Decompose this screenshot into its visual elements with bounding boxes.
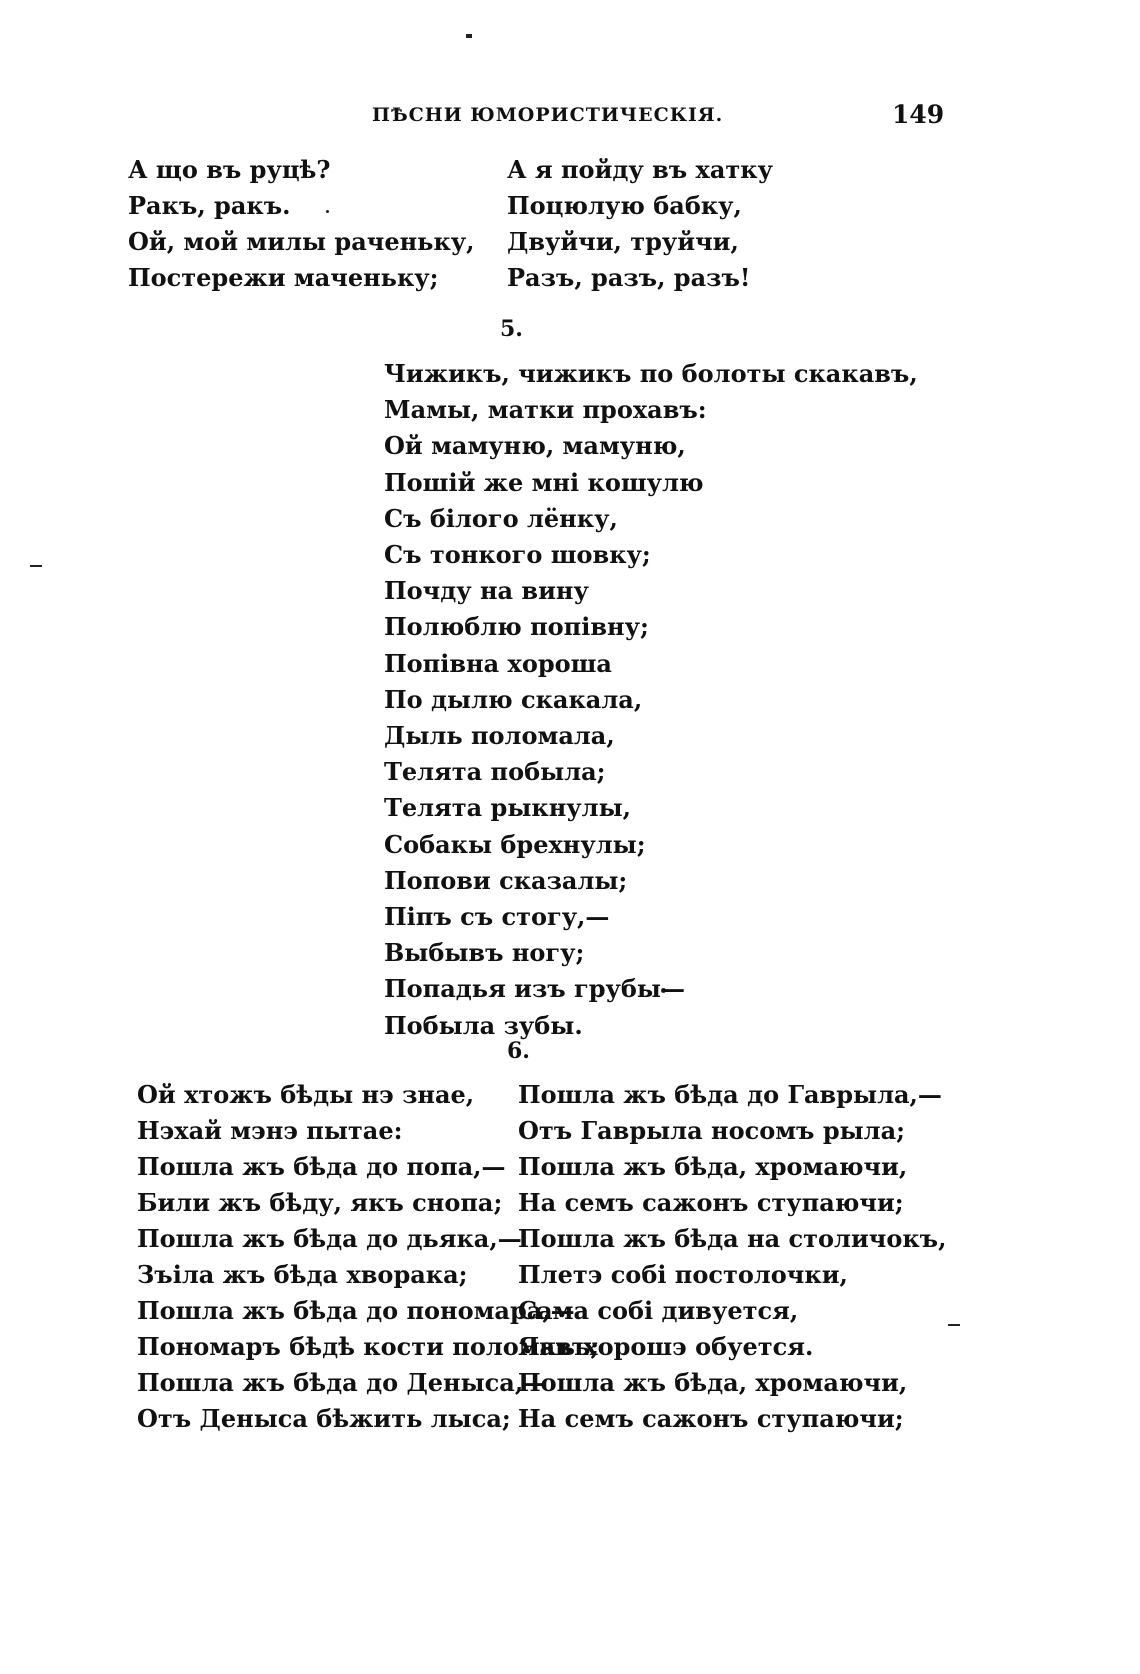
- verse-line: Нэхай мэнэ пытае:: [137, 1116, 403, 1145]
- verse-line: Поцюлую бабку,: [507, 191, 742, 220]
- verse-line: Полюблю попівну;: [384, 612, 649, 642]
- verse-line: Разъ, разъ, разъ!: [507, 263, 751, 292]
- verse-line: Попівна хороша: [384, 648, 612, 678]
- verse-line: По дылю скакала,: [384, 684, 643, 714]
- verse-line: Двуйчи, труйчи,: [507, 227, 739, 256]
- top-left-verse: [128, 152, 475, 296]
- verse-line: Чижикъ, чижикъ по болоты скакавъ,: [384, 359, 918, 388]
- verse-line: Попови сказалы;: [384, 865, 628, 895]
- verse-line: Телята рыкнулы,: [384, 793, 631, 823]
- top-right-verse: [507, 152, 773, 296]
- verse-line: Ракъ, ракъ.: [128, 191, 291, 220]
- verse-line: На семъ сажонъ ступаючи;: [518, 1188, 904, 1217]
- verse-line: Пошла жъ бѣда до попа,—: [137, 1152, 506, 1181]
- verse-line: А я пойду въ хатку: [507, 155, 773, 184]
- verse-line: Зъіла жъ бѣда хворака;: [137, 1260, 468, 1289]
- verse-line: Пошла жъ бѣда до пономара,—: [137, 1296, 575, 1325]
- page-number: 149: [892, 100, 945, 129]
- verse-line: Пошла жъ бѣда до Гаврыла,—: [518, 1080, 942, 1109]
- verse-line: Побыла зубы.: [384, 1010, 583, 1040]
- verse-line: А що въ руцѣ?: [128, 155, 331, 184]
- verse-line: Пошла жъ бѣда, хромаючи,: [518, 1368, 908, 1397]
- verse-line: Пошла жъ бѣда до Деныса,—: [137, 1368, 548, 1397]
- song-number-6: 6.: [507, 1038, 530, 1064]
- verse-line: Съ тонкого шовку;: [384, 540, 651, 570]
- verse-line: Собакы брехнулы;: [384, 829, 646, 859]
- verse-line: Телята побыла;: [384, 757, 606, 787]
- verse-line: Почду на вину: [384, 576, 589, 606]
- verse-line: На семъ сажонъ ступаючи;: [518, 1404, 904, 1433]
- verse-line: Пономаръ бѣдѣ кости поломавъ;: [137, 1332, 600, 1361]
- song-number-5: 5.: [500, 316, 523, 342]
- verse-line: Пошла жъ бѣда на столичокъ,: [518, 1224, 947, 1253]
- verse-line: Попадья изъ грубы—: [384, 974, 685, 1004]
- verse-line: Отъ Гаврыла носомъ рыла;: [518, 1116, 905, 1145]
- verse-line: Пошла жъ бѣда до дьяка,—: [137, 1224, 522, 1253]
- verse-line: Отъ Деныса бѣжить лыса;: [137, 1404, 511, 1433]
- verse-line: Пошій же мні кошулю: [384, 467, 704, 497]
- verse-line: Ой хтожъ бѣды нэ знае,: [137, 1080, 475, 1109]
- song-5-verse: [384, 356, 918, 1044]
- verse-line: Сама собі дивуется,: [518, 1296, 799, 1325]
- verse-line: Били жъ бѣду, якъ снопа;: [137, 1188, 503, 1217]
- print-mark: [948, 1324, 960, 1326]
- verse-line: Мамы, матки прохавъ:: [384, 395, 707, 425]
- print-mark: [466, 34, 472, 38]
- verse-line: Съ білого лёнку,: [384, 503, 618, 533]
- verse-line: Ой мамуню, мамуню,: [384, 431, 686, 461]
- song-6-right-verse: [518, 1077, 946, 1437]
- verse-line: Постережи маченьку;: [128, 263, 439, 292]
- verse-line: Ой, мой милы раченьку,: [128, 227, 475, 256]
- verse-line: Дыль поломала,: [384, 721, 615, 751]
- print-mark: [30, 565, 42, 567]
- verse-line: Якъ хорошэ обуется.: [518, 1332, 814, 1361]
- running-header-title: ПѢСНИ ЮМОРИСТИЧЕСКІЯ.: [372, 104, 724, 126]
- verse-line: Пошла жъ бѣда, хромаючи,: [518, 1152, 908, 1181]
- verse-line: Плетэ собі постолочки,: [518, 1260, 848, 1289]
- verse-line: Піпъ съ стогу,—: [384, 902, 610, 932]
- verse-line: Выбывъ ногу;: [384, 938, 585, 968]
